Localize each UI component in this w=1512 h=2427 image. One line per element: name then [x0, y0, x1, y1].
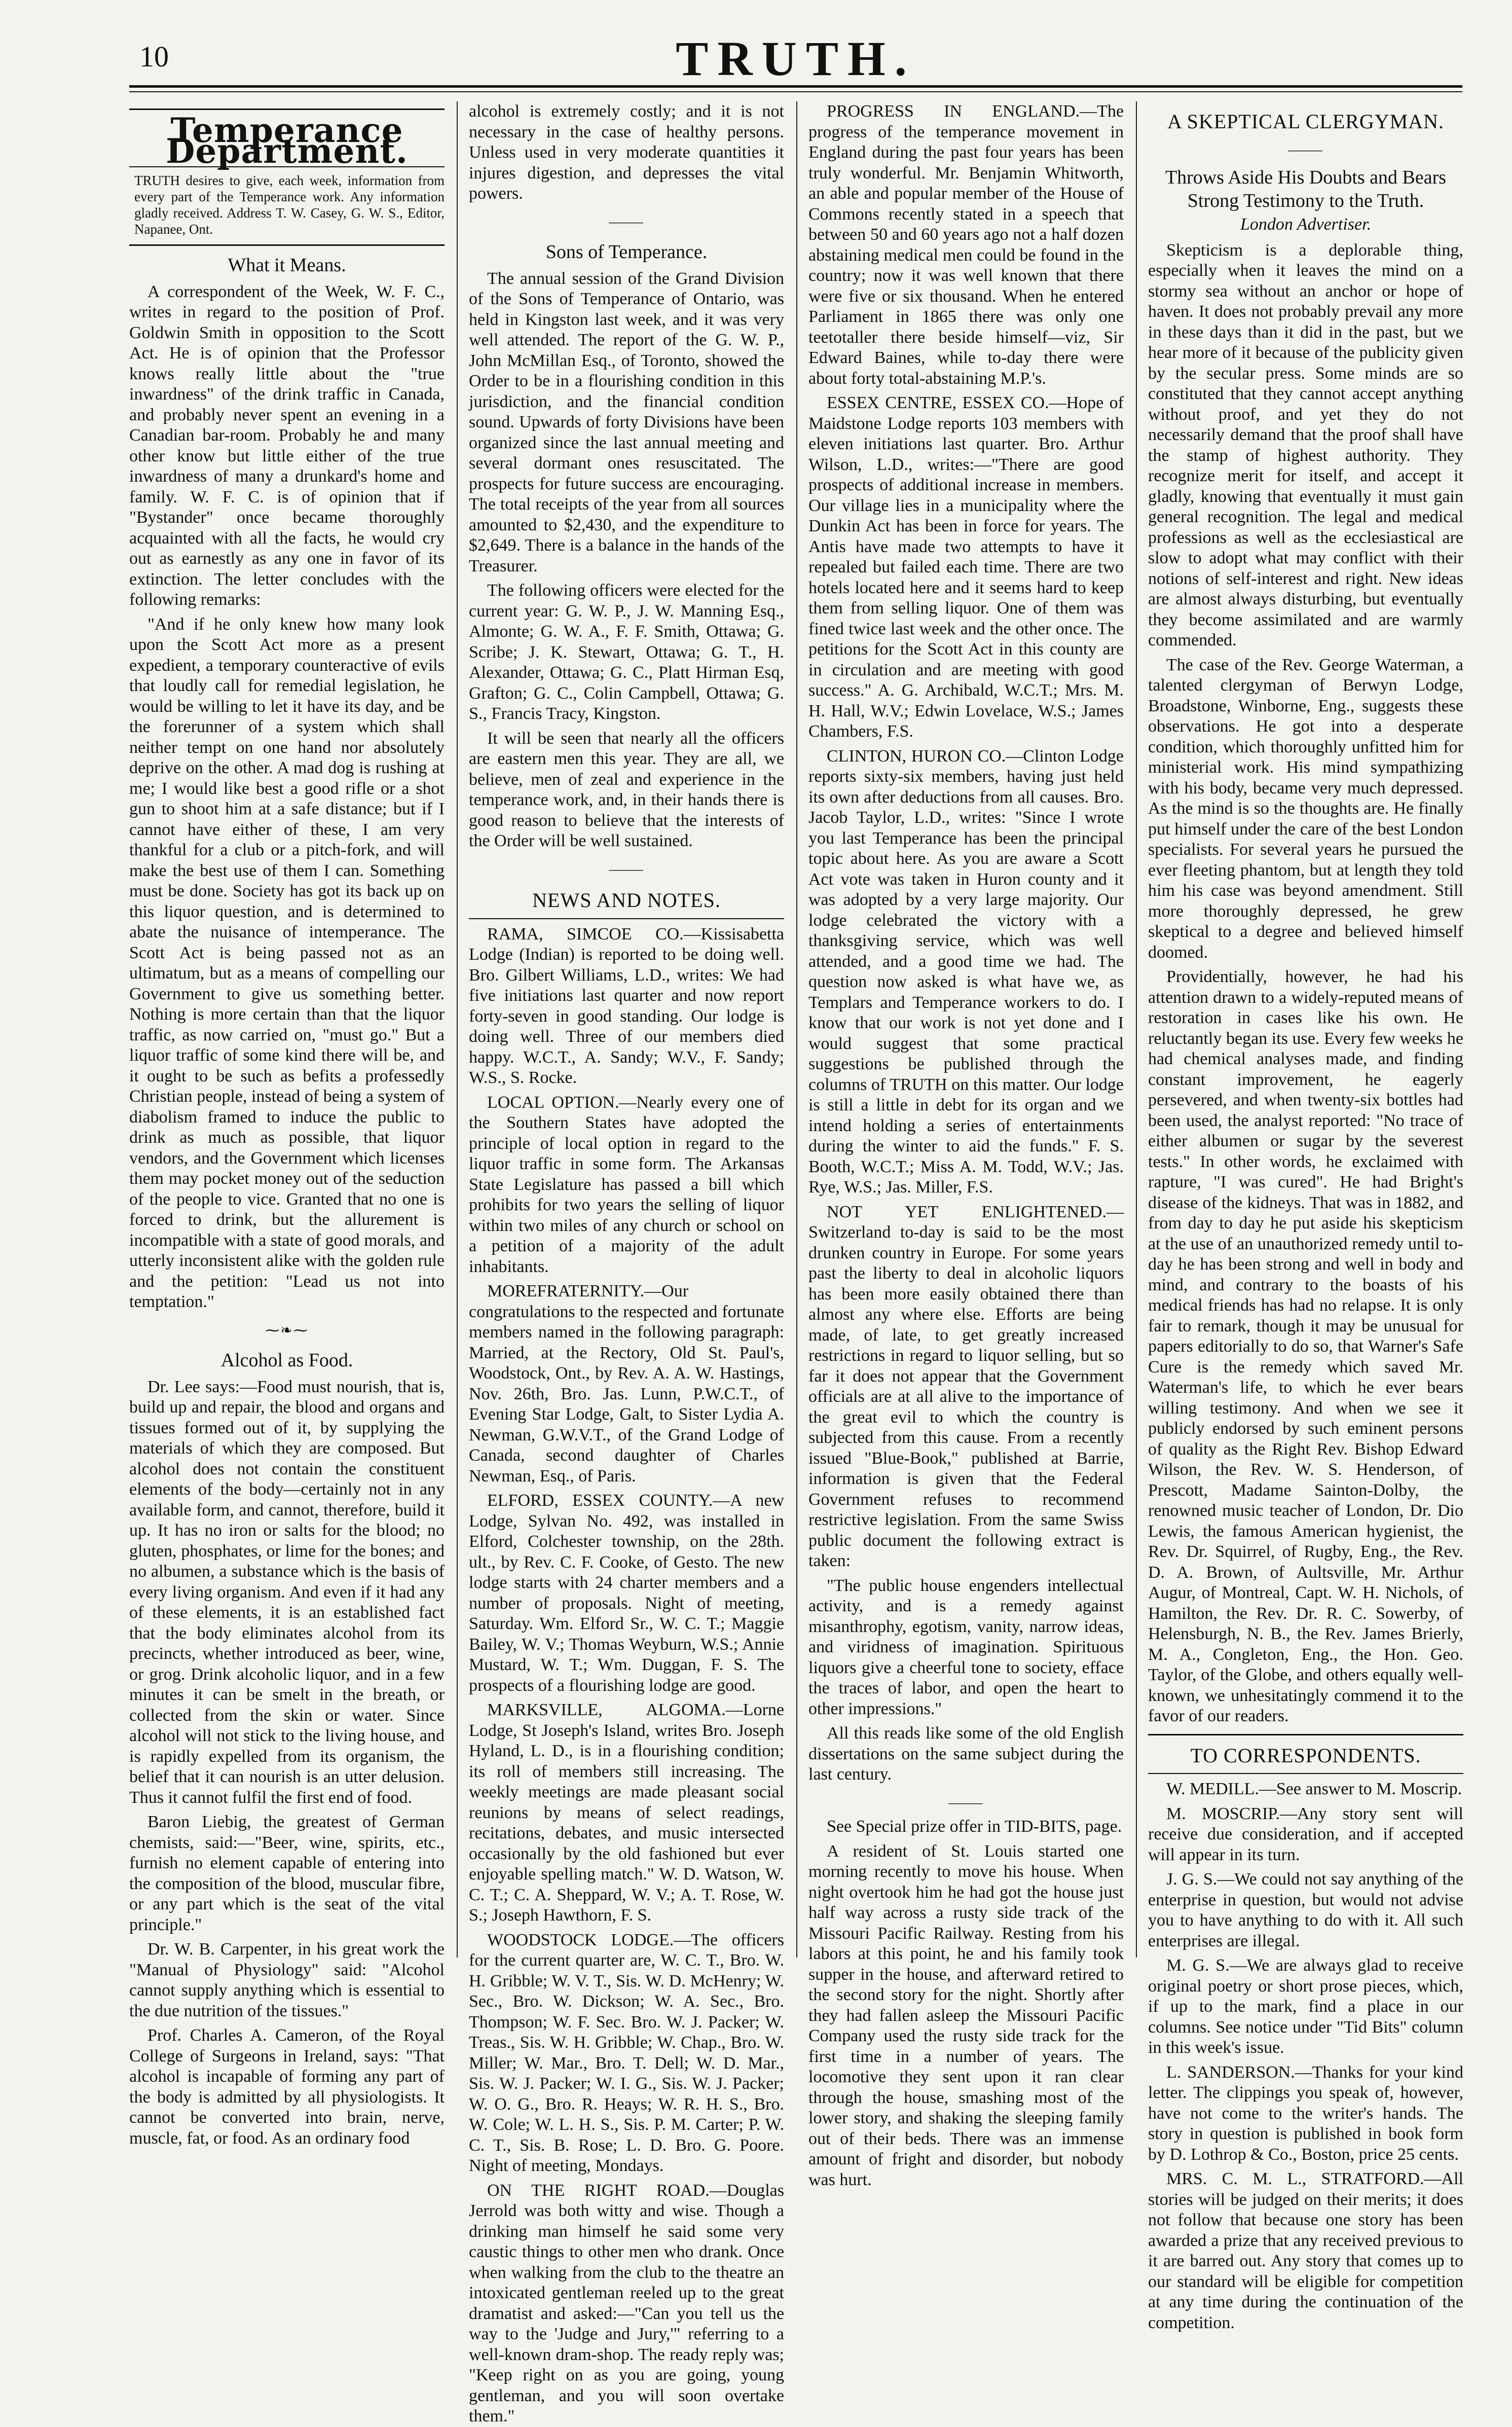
article-title: A SKEPTICAL CLERGYMAN. — [1167, 110, 1445, 133]
column-4 — [1148, 101, 1463, 2332]
article-paragraph: Dr. Lee says:—Food must nourish, that is, build up and repair, the blood and organs and tissues formed out of it, by supplying the materials of which they are composed. But alcohol does not contain the constituent elements of the body—certainly not in any available form, and cannot, therefore, build it up. It has no iron or salts for the blood; no gluten, phosphates, or lime for the bones; and no albumen, a substance which is the basis of every living organism. And even if it had any of these elements, it is an established fact that the body eliminates alcohol from its precincts, whether introduced as beer, wine, or grog. Drink alcoholic liquor, and in a few minutes it can be smelt in the breath, or collected from the skin or water. Since alcohol will not stick to the living house, and is rapidly expelled from its organism, the belief that it can nourish is an utter delusion. Thus it cannot fulfil the first end of food. — [129, 1377, 445, 1807]
news-item: LOCAL OPTION.—Nearly every one of the Southern States have adopted the principle of local option in regard to the liquor traffic in some form. The Arkansas State Legislature has passed a bill which prohibits for two years the selling of liquor within two miles of any church or school on a petition of a majority of the adult inhabitants. — [469, 1093, 784, 1276]
article-paragraph: The case of the Rev. George Waterman, a talented clergyman of Berwyn Lodge, Broadstone, Winborne, Eng., suggests these observations. He got into a desperate condition, which thoroughly unfitted him for ministerial work. His mind sympathizing with his body, became very much depressed. As the mind is so the thoughts are. He finally put himself under the care of the best London specialists. For several years he pursued the ever fleeting phantom, but at length they told him his case was beyond amendment. Still more thoroughly depressed, he grew skeptical to a degree and believed himself doomed. — [1148, 655, 1463, 962]
ornament-divider: ⸻ — [948, 1795, 984, 1811]
news-item: PROGRESS IN ENGLAND.—The progress of the temperance movement in England during the past four years has been truly wonderful. Mr. Benjamin Whitworth, an able and popular member of the House of Commons recently stated in a speech that between 50 and 60 years ago not a half dozen abstaining medical men could be found in the country; now it was well known that there were five or six thousand. When he entered Parliament in 1865 there was only one teetotaller there beside himself—viz, Sir Edward Baines, while to-day there were about forty total-abstaining M.P.'s. — [808, 102, 1124, 388]
article-title: Sons of Temperance. — [545, 241, 708, 263]
news-item: WOODSTOCK LODGE.—The officers for the current quarter are, W. C. T., Bro. W. H. Gribble; W. V. T., Sis. W. D. McHenry; W. Sec., Bro. W. Dickson; W. A. Sec., Bro. Thompson; W. F. Sec. Bro. W. J. Packer; W. Treas., Sis. W. H. Gribble; W. Chap., Bro. W. Miller; W. Mar., Bro. T. Dell; W. D. Mar., Sis. W. J. Packer; W. I. G., Sis. W. J. Packer; W. O. G., Bro. R. Heays; W. R. H. S., Bro. W. Cole; W. L. H. S., Sis. P. M. Carter; P. W. C. T., Sis. B. Rose; L. D. Bro. G. Poore. Night of meeting, Mondays. — [469, 1930, 784, 2175]
column-1 — [129, 101, 445, 2148]
section-rule — [1148, 1734, 1463, 1735]
section-rule — [469, 918, 784, 919]
article-paragraph: Skepticism is a deplorable thing, especially when it leaves the mind on a stormy sea without an anchor or hope of haven. It does not probably prevail any more in these days than it did in the past, but we hear more of it because of the publicity given by the secular press. Some minds are so constituted that they cannot accept anything without proof, and yet they do not necessarily demand that the proof shall have the stamp of highest authority. They recognize merit for itself, and accept it gladly, knowing that eventually it must gain general recognition. The legal and medical professions as well as the ecclesiastical are slow to adopt what may conflict with their notions of self-interest and right. New ideas are almost always disturbing, but eventually they become assimilated and are warmly commended. — [1148, 240, 1463, 649]
section-rule — [1148, 1773, 1463, 1774]
tidbits-note: See Special prize offer in TID-BITS, page. — [827, 1817, 1122, 1836]
news-item: ESSEX CENTRE, ESSEX CO.—Hope of Maidstone Lodge reports 103 members with eleven initiations last quarter. Bro. Arthur Wilson, L.D., writes:—"There are good prospects of additional increase in members. Our village lies in a municipality where the Dunkin Act has been in force for years. The Antis have made two attempts to have it repealed but failed each time. There are two hotels located here and it seems hard to keep them from selling liquor. One of them was fined twice last week and the other once. The petitions for the Scott Act in this county are in circulation and are meeting with good success." A. G. Archibald, W.C.T.; Mrs. M. H. Hall, W.V.; Edwin Lovelace, W.S.; James Chambers, F.S. — [808, 393, 1124, 741]
page-number: 10 — [139, 40, 169, 73]
article-paragraph: Dr. W. B. Carpenter, in his great work the "Manual of Physiology" said: "Alcohol cannot supply anything which is essential to the due nutrition of the tissues." — [129, 1940, 445, 2020]
news-item: ELFORD, ESSEX COUNTY.—A new Lodge, Sylvan No. 492, was installed in Elford, Colchester township, on the 28th. ult., by Rev. C. F. Cooke, of Gesto. The new lodge starts with 24 charter members and a number of proposals. Night of meeting, Saturday. Wm. Elford Sr., W. C. T.; Maggie Bailey, W. V.; Thomas Weyburn, W.S.; Annie Mustard, W. T.; Wm. Duggan, F. S. The prospects of a flourishing lodge are good. — [469, 1491, 784, 1695]
ornament-divider: ⸻ — [608, 214, 645, 230]
article-subtitle: Throws Aside His Doubts and Bears Strong Testimony to the Truth. — [1165, 167, 1447, 211]
article-paragraph: A resident of St. Louis started one morning recently to move his house. When night overtook him he had got the house just half way across a rusty side track of the Missouri Pacific Railway. Resting from his labors at this point, he and his family took supper in the house, and afterward retired to the second story for the night. Shortly after they had fallen asleep the Missouri Pacific Company used the rusty side track for the first time in a number of years. The locomotive they sent upon it ran clear through the house, smashing most of the lower story, and shaking the sleeping family out of their beds. There was an immense amount of fright and disorder, but nobody was hurt. — [808, 1841, 1124, 2189]
article-paragraph: A correspondent of the Week, W. F. C., writes in regard to the position of Prof. Goldwin Smith in opposition to the Scott Act. He is of opinion that the Professor knows really little about the "true inwardness" of the drink traffic in Canada, and probably never spent an evening in a Canadian bar-room. Probably he and many other know but little either of the true inwardness of many a drunkard's home and family. W. F. C. is of opinion that if "Bystander" once became thoroughly acquainted with all the facts, he would cry out as earnestly as any one in favor of its extinction. The letter concludes with the following remarks: — [129, 282, 445, 609]
section-rule — [129, 244, 445, 246]
article-paragraph: Prof. Charles A. Cameron, of the Royal College of Surgeons in Ireland, says: "That alcohol is incapable of forming any part of the body is admitted by all physiologists. It cannot be converted into brain, nerve, muscle, fat, or food. As an ordinary food — [129, 2026, 445, 2148]
article-paragraph: Baron Liebig, the greatest of German chemists, said:—"Beer, wine, spirits, etc., furnish no element capable of entering into the composition of the blood, muscular fibre, or any part which is the seat of the vital principle." — [129, 1813, 445, 1934]
article-paragraph: The annual session of the Grand Division of the Sons of Temperance of Ontario, was held in Kingston last week, and it was very well attended. The report of the G. W. P., John McMillan Esq., of Toronto, showed the Order to be in a flourishing condition in this jurisdiction, and the financial condition sound. Upwards of forty Divisions have been organized since the last annual meeting and several dormant ones resuscitated. The prospects for future success are encouraging. The total receipts of the year from all sources amounted to $2,430, and the expenditure to $2,649. There is a balance in the hands of the Treasurer. — [469, 269, 784, 575]
department-notice: TRUTH desires to give, each week, information from every part of the Temperance work. Any information gladly received. Address T. W. Casey, G. W. S., Editor, Napanee, Ont. — [134, 173, 445, 237]
news-item: RAMA, SIMCOE CO.—Kissisabetta Lodge (Indian) is reported to be doing well. Bro. Gilbert Williams, L.D., writes: We had five initiations last quarter and now report forty-seven in good standing. Our lodge is doing well. Three of our members died happy. W.C.T., A. Sandy; W.V., F. Sandy; W.S., S. Rocke. — [469, 924, 784, 1087]
article-title: Alcohol as Food. — [220, 1350, 353, 1371]
correspondent-item: M. MOSCRIP.—Any story sent will receive due consideration, and if accepted will appear in its turn. — [1148, 1804, 1463, 1864]
article-paragraph: The following officers were elected for the current year: G. W. P., J. W. Manning Esq., Almonte; G. W. A., F. F. Smith, Ottawa; G. Scribe; J. K. Stewart, Ottawa; G. T., H. Alexander, Ottawa; G. C., Platt Hirman Esq, Grafton; G. C., Colin Campbell, Ottawa; G. S., Francis Tracy, Kingston. — [469, 581, 784, 723]
article-title: What it Means. — [228, 255, 346, 276]
ornament-divider: ⸻ — [1287, 142, 1324, 158]
ornament-divider: ⁓❧⁓ — [265, 1322, 309, 1338]
masthead-rule — [129, 85, 1462, 88]
article-paragraph: alcohol is extremely costly; and it is not necessary in the case of healthy persons. Unless used in very moderate quantities it injures digestion, and depresses the vital powers. — [469, 102, 784, 203]
department-heading: Temperance Department. — [166, 111, 408, 171]
article-source: London Advertiser. — [1240, 215, 1372, 234]
correspondent-item: M. G. S.—We are always glad to receive original poetry or short prose pieces, which, if up to the mark, find a place in our columns. See notice under "Tid Bits" column in this week's issue. — [1148, 1956, 1463, 2057]
column-3 — [808, 101, 1124, 2189]
correspondent-item: L. SANDERSON.—Thanks for your kind letter. The clippings you speak of, however, have not come to the writer's hands. The story in question is published in book form by D. Lothrop & Co., Boston, price 25 cents. — [1148, 2062, 1463, 2164]
column-2 — [469, 101, 784, 2425]
article-title: NEWS AND NOTES. — [532, 889, 721, 912]
correspondent-item: MRS. C. M. L., STRATFORD.—All stories will be judged on their merits; it does not follow that because one story has been awarded a prize that any received previous to it are barred out. Any story that comes up to our standard will be eligible for competition at any time during the continuation of the competition. — [1148, 2169, 1463, 2332]
article-paragraph: "And if he only knew how many look upon the Scott Act more as a present expedient, a temporary counteractive of evils that loudly call for remedial legislation, he would be willing to let it have its day, and be the forerunner of a system which shall neither tempt on one hand nor absolutely deprive on the other. A mad dog is rushing at me; I would like best a good rifle or a shot gun to shoot him at a safe distance; but if I cannot have either of these, I am very thankful for a club or a pitch-fork, and will make the best use of them I can. Something must be done. Society has got its back up on this liquor question, and is determined to abate the nuisance of intemperance. The Scott Act is being passed not as an ultimatum, but as a means of compelling our Government to give us something better. Nothing is more certain than that the liquor traffic, as now carried on, "must go." But a liquor traffic of some kind there will be, and it ought to be such as befits a professedly Christian people, instead of being a system of diabolism framed to induce the public to drink as much as possible, that liquor vendors, and the Government which licenses them may pocket money out of the seduction of the people to vice. Granted that no one is forced to drink, but the allurement is incompatible with a state of good morals, and utterly inconsistent alike with the golden rule and the petition: "Lead us not into temptation." — [129, 614, 445, 1311]
masthead-rule-thin — [129, 91, 1462, 92]
section-rule — [129, 108, 445, 110]
news-item: All this reads like some of the old English dissertations on the same subject during the last century. — [808, 1724, 1124, 1784]
column-divider — [457, 101, 458, 1958]
news-item: CLINTON, HURON CO.—Clinton Lodge reports sixty-six members, having just held its own after deductions from all causes. Bro. Jacob Taylor, L.D., writes: "Since I wrote you last Temperance has been the principal topic about here. As you are aware a Scott Act vote was taken in Huron county and it was adopted by a very large majority. Our lodge celebrated the victory with a thanksgiving service, which was well attended, and a good time we had. The question now asked is what have we, as Templars and Temperance workers to do. I know that our work is not yet done and I would suggest that some practical suggestions be published through the columns of TRUTH on this matter. Our lodge is still a little in debt for its organ and we intend holding a series of entertainments during the winter to aid the funds." F. S. Booth, W.C.T.; Miss A. M. Todd, W.V.; Jas. Rye, W.S.; Jas. Miller, F.S. — [808, 746, 1124, 1197]
news-item: MARKSVILLE, ALGOMA.—Lorne Lodge, St Joseph's Island, writes Bro. Joseph Hyland, L. D., is in a flourishing condition; its roll of members still increasing. The weekly meetings are made pleasant social reunions by means of select readings, recitations, debates, and music intersected occasionally by the old fashioned but ever enjoyable spelling match." W. D. Watson, W. C. T.; C. A. Sheppard, W. V.; A. T. Rose, W. S.; Joseph Hawthorn, F. S. — [469, 1700, 784, 1925]
article-title: TO CORRESPONDENTS. — [1190, 1744, 1421, 1767]
correspondent-item: J. G. S.—We could not say anything of the enterprise in question, but would not advise you to have anything to do with it. All such enterprises are illegal. — [1148, 1870, 1463, 1950]
correspondent-item: W. MEDILL.—See answer to M. Moscrip. — [1166, 1780, 1462, 1798]
news-item: "The public house engenders intellectual activity, and is a remedy against misanthrophy, egotism, vanity, narrow ideas, and viridness of imagination. Spirituous liquors give a cheerful tone to society, efface the traces of labor, and open the heart to other impressions." — [808, 1576, 1124, 1718]
column-divider — [1136, 101, 1137, 1958]
news-item: NOT YET ENLIGHTENED.—Switzerland to-day is said to be the most drunken country in Europe. For some years past the liberty to deal in alcoholic liquors has been more easily obtained there than almost any where else. Efforts are being made, of late, to get greatly increased restrictions in regard to liquor selling, but so far it does not appear that the Government officials are at all alive to the importance of the great evil to which the country is subjected from this cause. From a recently issued "Blue-Book," published at Barrie, information is given that the Federal Government refuses to recommend restrictive legislation. From the same Swiss public document the following extract is taken: — [808, 1202, 1124, 1570]
article-paragraph: It will be seen that nearly all the officers are eastern men this year. They are all, we believe, men of zeal and experience in the temperance work, and, in their hands there is good reason to believe that the interests of the Order will be well sustained. — [469, 729, 784, 850]
article-paragraph: Providentially, however, he had his attention drawn to a widely-reputed means of restoration in cases like his own. He reluctantly began its use. Every few weeks he had chemical analyses made, and finding constant improvement, he eagerly persevered, and when twenty-six bottles had been used, the analyst reported: "No trace of either albumen or sugar by the severest tests." In other words, he exclaimed with rapture, "I was cured". He had Bright's disease of the kidneys. That was in 1882, and from day to day he put aside his skepticism at the use of an unauthorized remedy until to-day he has been strong and well in body and mind, and contrary to the boasts of his medical friends has had no relapse. It is only fair to remark, though it may be unusual for papers editorially to do so, that Warner's Safe Cure is the remedy which saved Mr. Waterman's life, to which he ever bears willing testimony. And when we see it publicly endorsed by such eminent persons of quality as the Right Rev. Bishop Edward Wilson, the Rev. W. S. Henderson, of Prescott, Madame Sainton-Dolby, the renowned music teacher of London, Dr. Dio Lewis, the famous American hygienist, the Rev. Dr. Squirrel, of Rugby, Eng., the Rev. D. A. Brown, of Aultsville, Mr. Arthur Augur, of Montreal, Capt. W. H. Nichols, of Hamilton, the Rev. Dr. R. C. Sowerby, of Helensburgh, N. B., the Rev. James Brierly, M. A., Congleton, Eng., the Hon. Geo. Taylor, of the Globe, and others equally well-known, we unhesitatingly commend it to the favor of our readers. — [1148, 967, 1463, 1725]
news-item: MOREFRATERNITY.—Our congratulations to the respected and fortunate members named in the following paragraph: Married, at the Rectory, Old St. Paul's, Woodstock, Ont., by Rev. A. A. W. Hastings, Nov. 26th, Bro. Jas. Lunn, P.W.C.T., of Evening Star Lodge, Galt, to Sister Lydia A. Newman, G.W.V.T., of the Grand Lodge of Canada, second daughter of Charles Newman, Esq., of Paris. — [469, 1282, 784, 1486]
column-divider — [796, 101, 797, 1958]
newspaper-page — [109, 0, 1483, 2425]
news-item: ON THE RIGHT ROAD.—Douglas Jerrold was both witty and wise. Though a drinking man himself he said some very caustic things to other men who drank. Once when walking from the club to the theatre an intoxicated gentleman reeled up to the great dramatist and asked:—"Can you tell us the way to the 'Judge and Jury,'" referring to a well-known dram-shop. The ready reply was; "Keep right on as you are going, young gentleman, and you will soon overtake them." — [469, 2181, 784, 2425]
masthead-title: TRUTH. — [676, 31, 916, 86]
ornament-divider: ⸻ — [608, 861, 645, 878]
